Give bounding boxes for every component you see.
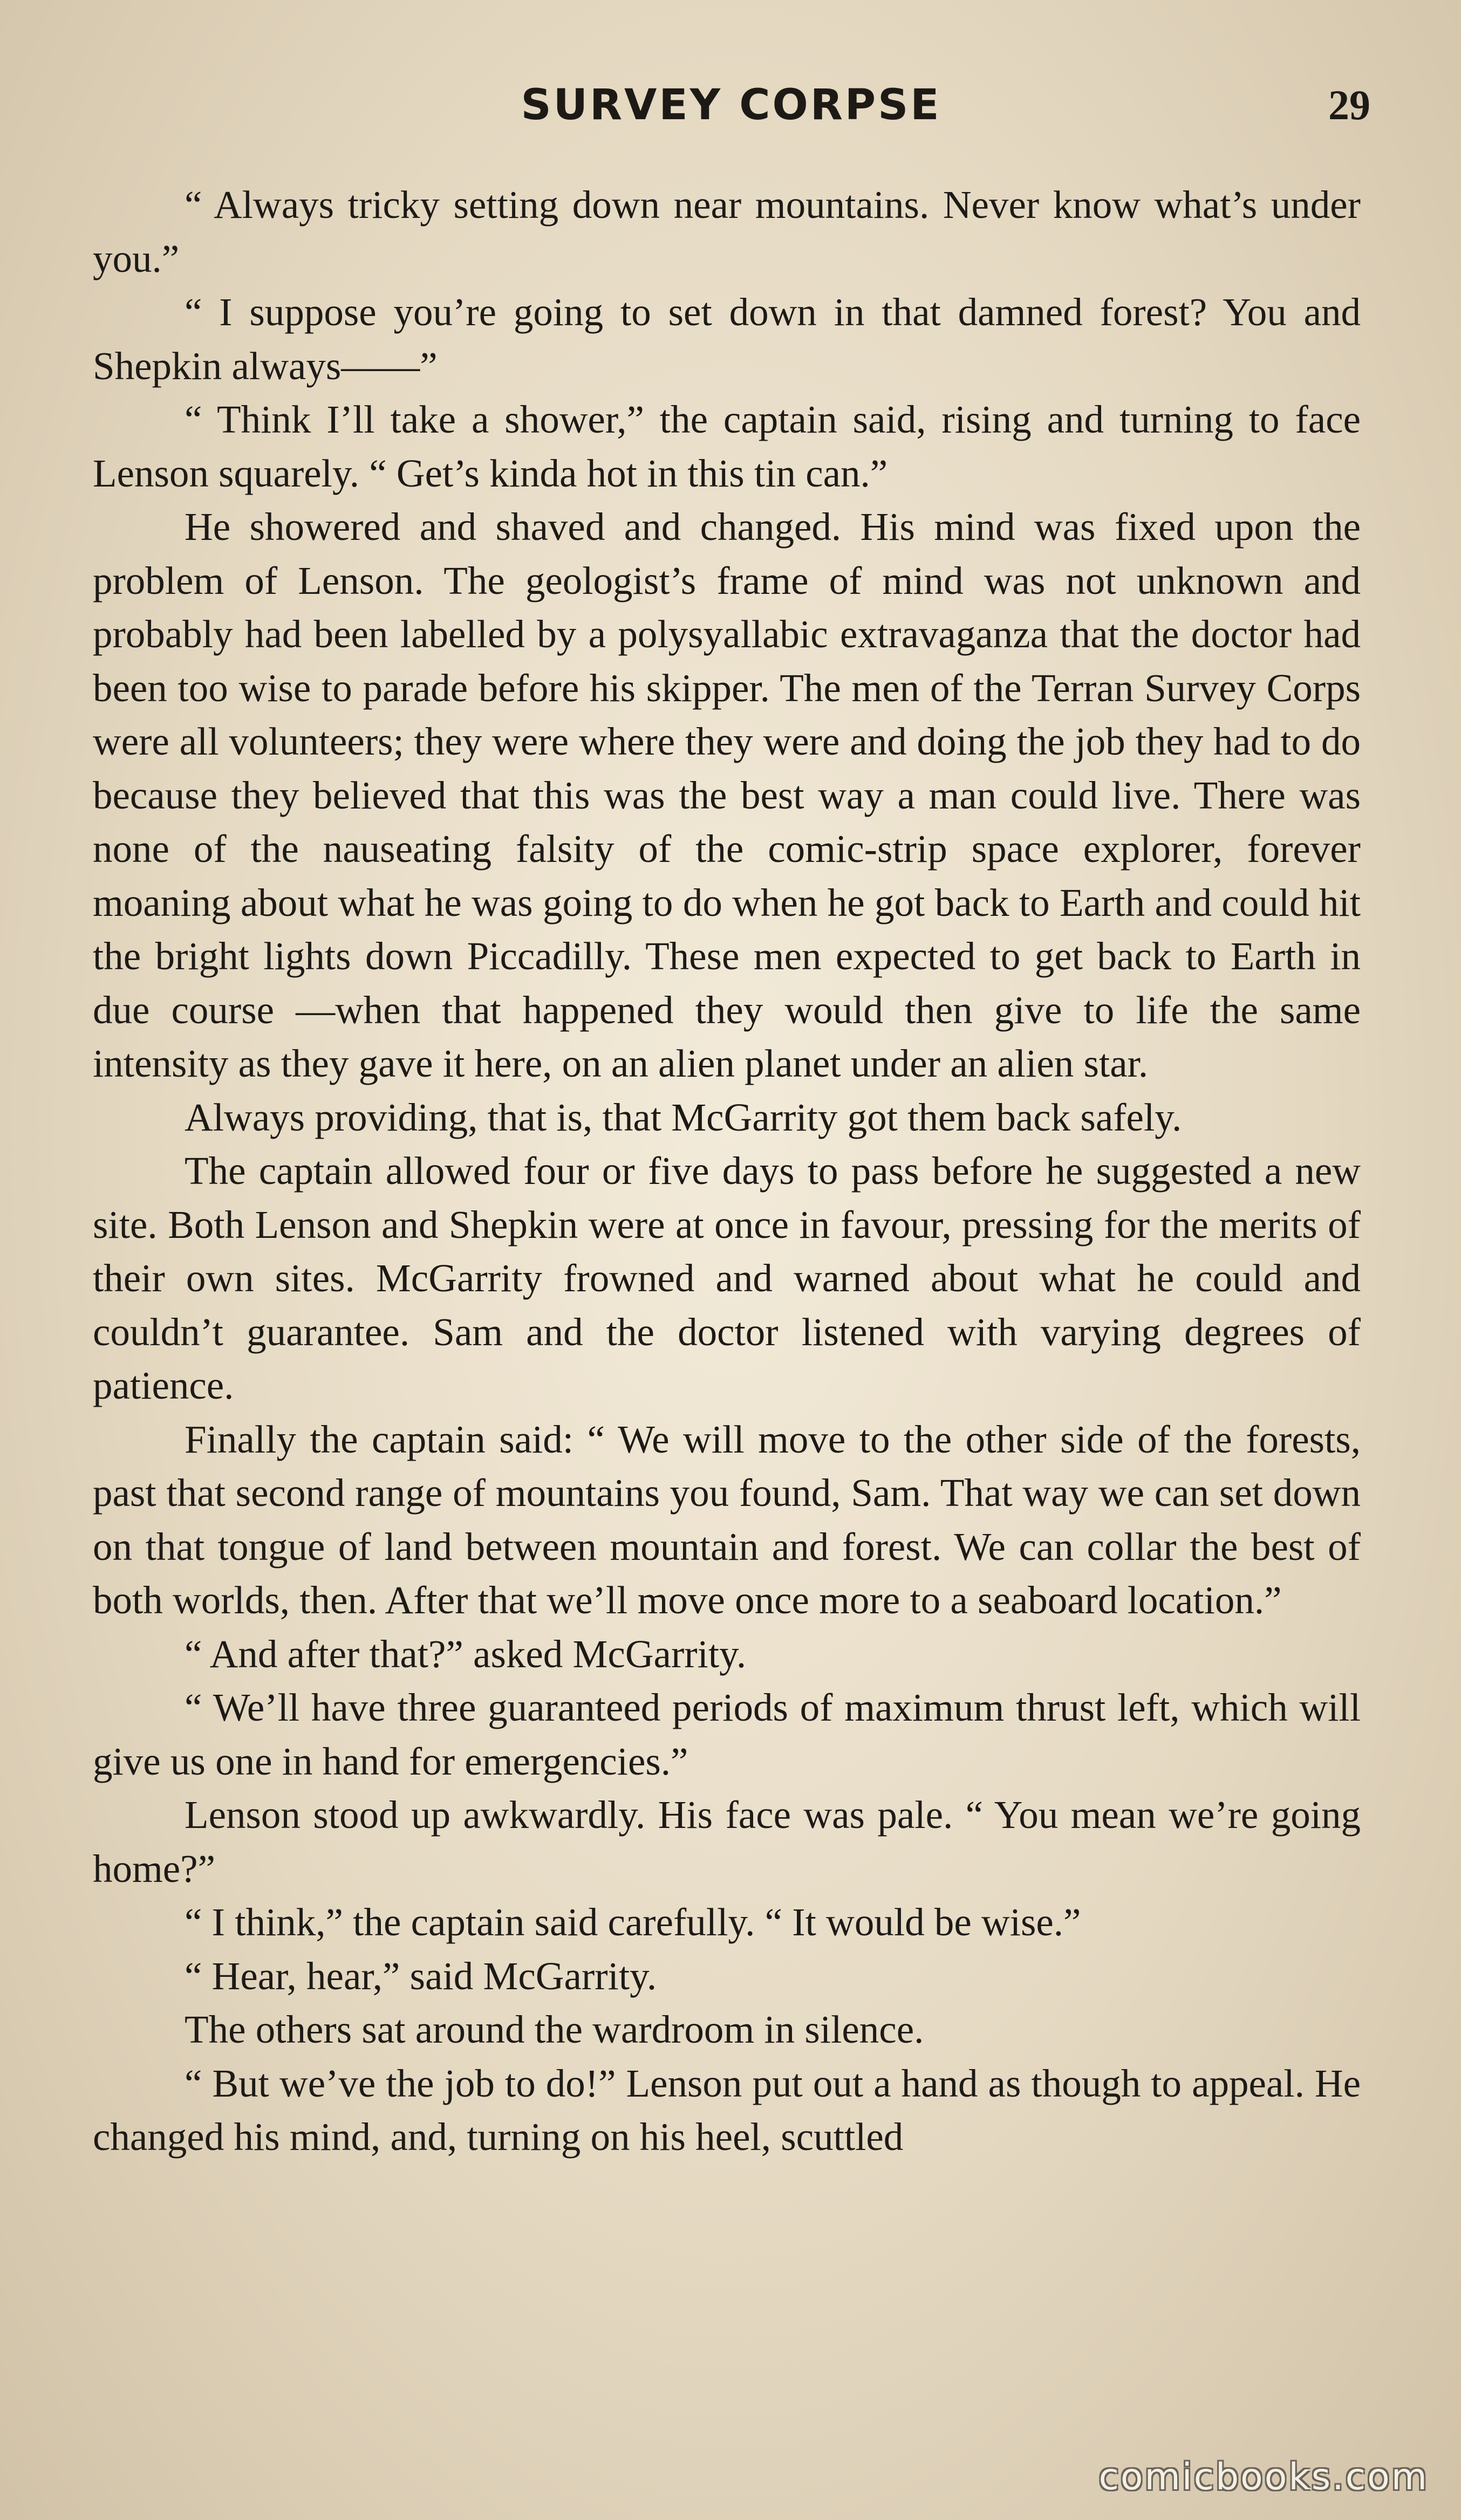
body-text (93, 178, 1361, 2164)
paragraph: The others sat around the wardroom in silence. (185, 2008, 924, 2051)
paragraph: Always providing, that is, that McGarrity got them back safely. (185, 1095, 1182, 1139)
running-title: SURVEY CORPSE (521, 81, 941, 129)
paragraph: “ But we’ve the job to do!” Lenson put out a hand as though to appeal. He changed his mind, and, turning on his heel, scuttled (93, 2061, 1361, 2159)
paragraph: “ I suppose you’re going to set down in that damned forest? You and Shepkin always——” (93, 290, 1361, 388)
paragraph: “ Always tricky setting down near mountains. Never know what’s under you.” (93, 183, 1361, 280)
paragraph: Finally the captain said: “ We will move to the other side of the forests, past that second range of mountains you found, Sam. That way we can set down on that tongue of land between mountain and forest. We can collar the best of both worlds, then. After that we’ll move once more to a seaboard location.” (93, 1417, 1361, 1622)
paragraph: He showered and shaved and changed. His mind was fixed upon the problem of Lenson. The geologist’s frame of mind was not unknown and probably had been labelled by a polysyallabic extravaganza that the doctor had been too wise to parade before his skipper. The men of the Terran Survey Corps were all volunteers; they were where they were and doing the job they had to do because they believed that this was the best way a man could live. There was none of the nauseating falsity of the comic-strip space explorer, forever moaning about what he was going to do when he got back to Earth and could hit the bright lights down Piccadilly. These men expected to get back to Earth in due course —when that happened they would then give to life the same intensity as they gave it here, on an alien planet under an alien star. (93, 505, 1361, 1085)
paragraph: “ We’ll have three guaranteed periods of maximum thrust left, which will give us one in hand for emergencies.” (93, 1686, 1361, 1783)
paragraph: “ Hear, hear,” said McGarrity. (185, 1954, 657, 1998)
paragraph: “ I think,” the captain said carefully. “ It would be wise.” (185, 1900, 1081, 1944)
running-head (92, 76, 1370, 135)
paragraph: “ And after that?” asked McGarrity. (185, 1632, 747, 1676)
site-watermark: comicbooks.com (1098, 2456, 1429, 2498)
paragraph: “ Think I’ll take a shower,” the captain said, rising and turning to face Lenson squarely. “ Get’s kinda hot in this tin can.” (93, 398, 1361, 495)
paragraph: Lenson stood up awkwardly. His face was pale. “ You mean we’re going home?” (93, 1793, 1361, 1891)
paragraph: The captain allowed four or five days to pass before he suggested a new site. Both Lenson and Shepkin were at once in favour, pressing for the merits of their own sites. McGarrity frowned and warned about what he could and couldn’t guarantee. Sam and the doctor listened with varying degrees of patience. (93, 1149, 1361, 1407)
page-number: 29 (1328, 81, 1370, 128)
